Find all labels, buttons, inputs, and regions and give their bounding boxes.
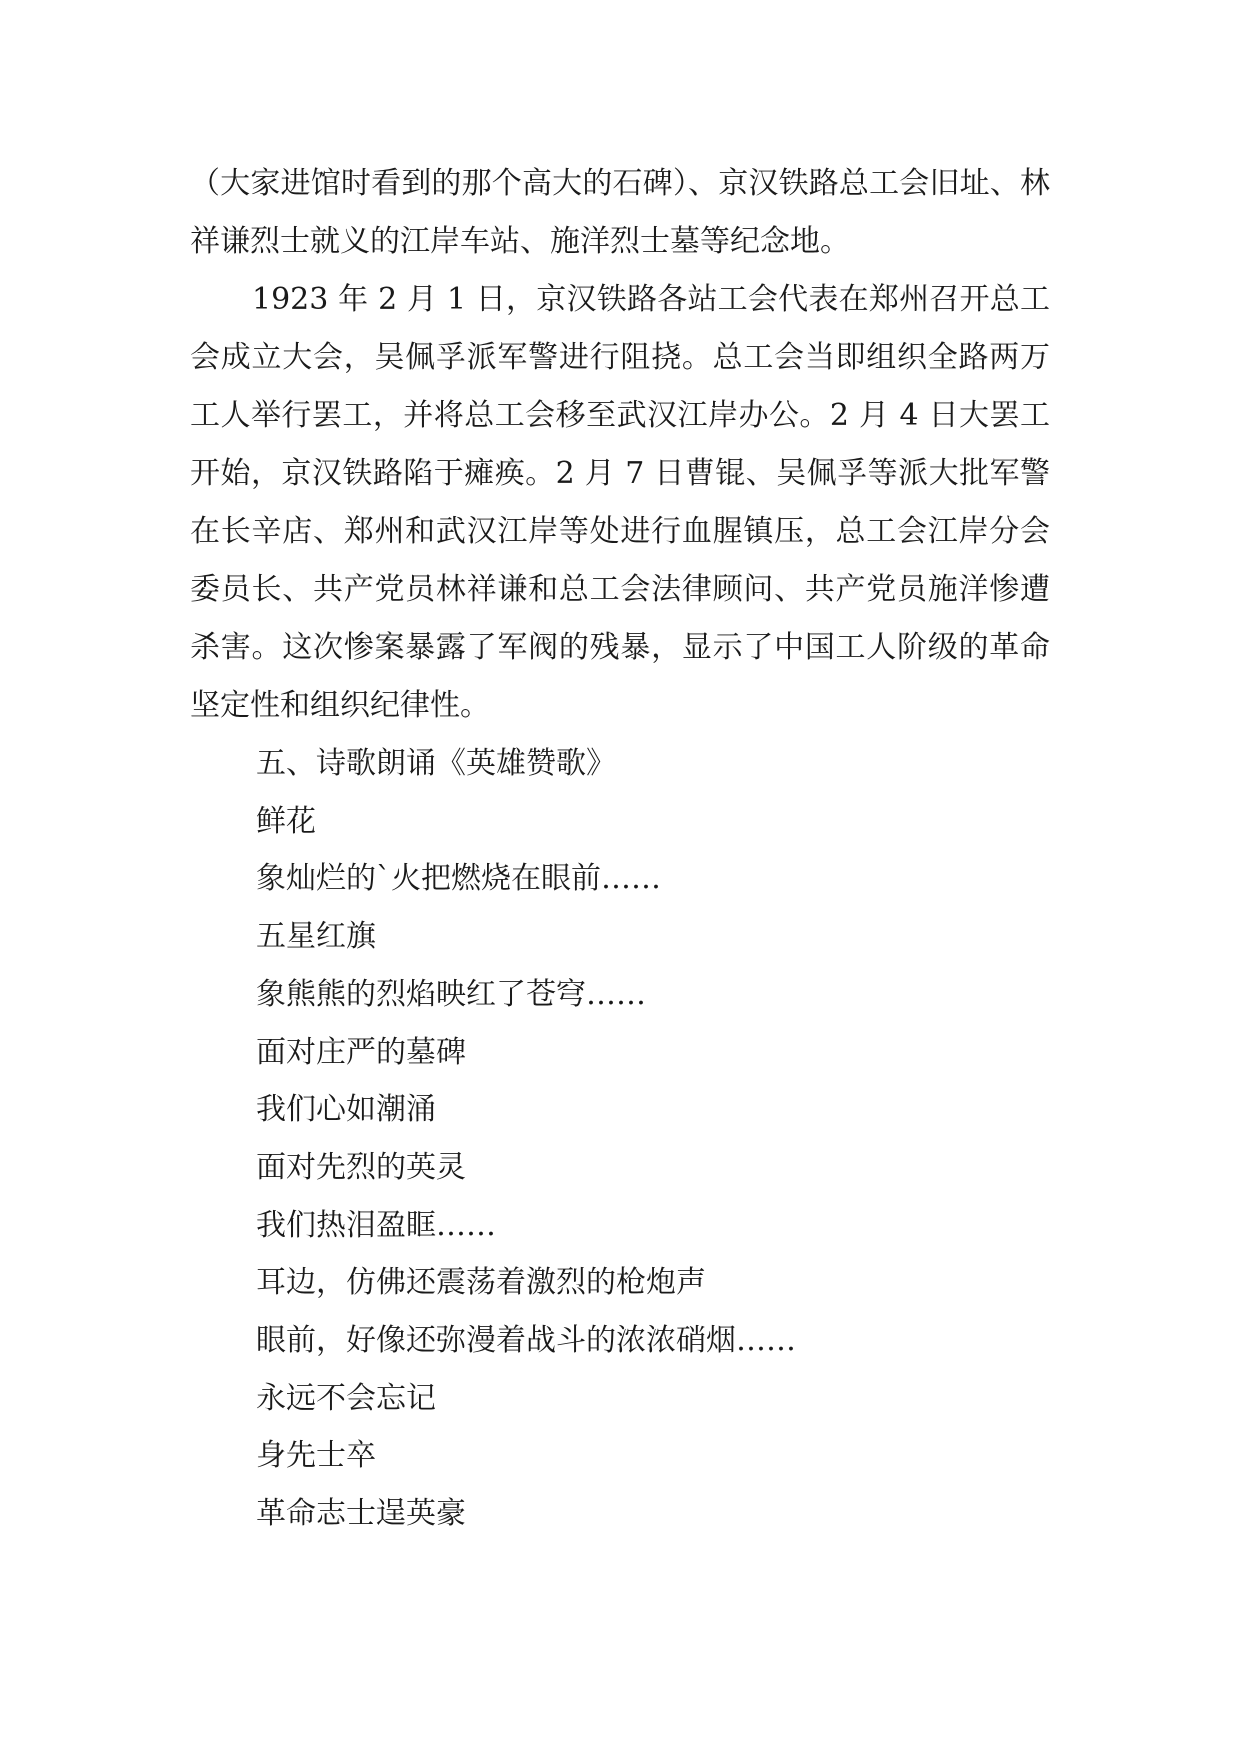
poem-line: 身先士卒 bbox=[256, 1438, 376, 1474]
paragraph-memorial-sites: （大家进馆时看到的那个高大的石碑）、京汉铁路总工会旧址、林祥谦烈士就义的江岸车站、施洋烈士墓等纪念地。 bbox=[190, 166, 1050, 259]
poem-line: 面对先烈的英灵 bbox=[256, 1149, 466, 1185]
poem-section bbox=[256, 735, 796, 1543]
poem-line: 革命志士逞英豪 bbox=[256, 1496, 466, 1532]
section-heading-poem: 五、诗歌朗诵《英雄赞歌》 bbox=[256, 746, 616, 781]
poem-line: 面对庄严的墓碑 bbox=[256, 1034, 466, 1070]
poem-line: 永远不会忘记 bbox=[256, 1380, 436, 1416]
poem-line: 象熊熊的烈焰映红了苍穹…… bbox=[256, 976, 646, 1012]
poem-line: 我们心如潮涌 bbox=[256, 1092, 436, 1128]
poem-line: 象灿烂的`火把燃烧在眼前…… bbox=[256, 861, 661, 897]
poem-line: 鲜花 bbox=[256, 803, 316, 839]
poem-line: 眼前，好像还弥漫着战斗的浓浓硝烟…… bbox=[256, 1323, 796, 1359]
poem-line: 我们热泪盈眶…… bbox=[256, 1207, 496, 1243]
poem-line: 五星红旗 bbox=[256, 919, 376, 955]
poem-line: 耳边，仿佛还震荡着激烈的枪炮声 bbox=[256, 1265, 706, 1301]
paragraph-strike-history: 1923 年 2 月 1 日，京汉铁路各站工会代表在郑州召开总工会成立大会，吴佩孚派军警进行阻挠。总工会当即组织全路两万工人举行罢工，并将总工会移至武汉江岸办公。2 月 4 日大罢工开始，京汉铁路陷于瘫痪。2 月 7 日曹锟、吴佩孚等派大批军警在长辛店、郑州和武汉江岸等处进行血腥镇压，总工会江岸分会委员长、共产党员林祥谦和总工会法律顾问、共产党员施洋惨遭杀害。这次惨案暴露了军阀的残暴，显示了中国工人阶级的革命坚定性和组织纪律性。 bbox=[190, 282, 1050, 723]
